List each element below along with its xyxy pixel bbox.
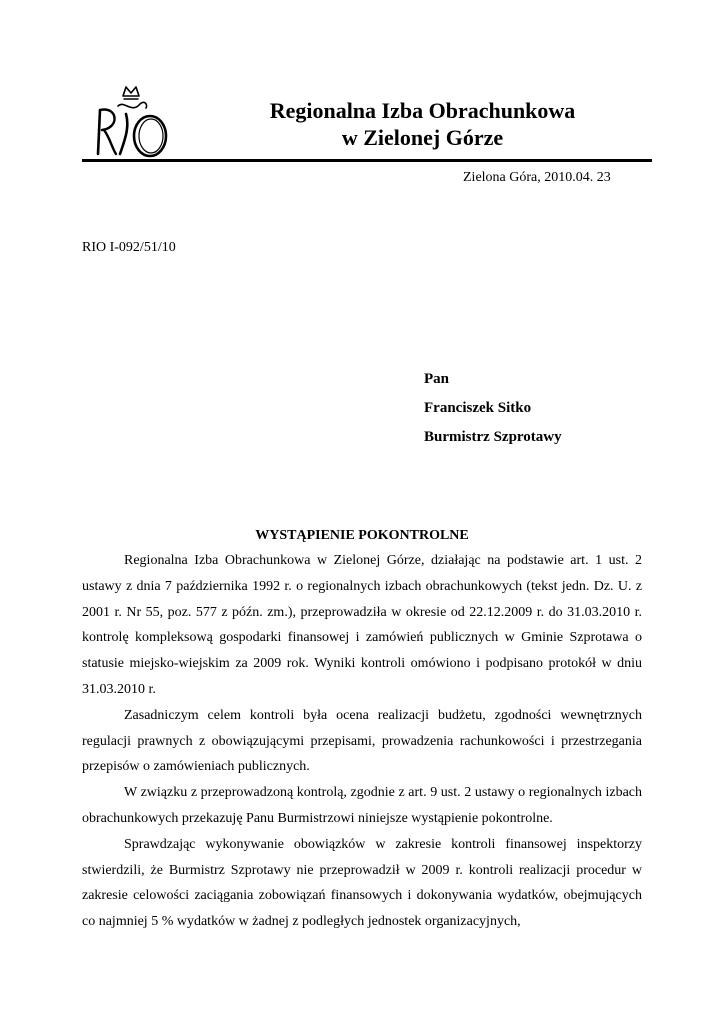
rio-logo bbox=[90, 84, 174, 160]
body-paragraph: Zasadniczym celem kontroli była ocena realizacji budżetu, zgodności wewnętrznych regulacji prawnych z obowiązującymi przepisami, prowadzenia rachunkowości i przestrzegania przepisów o zamówieniach publicznych. bbox=[82, 707, 642, 775]
addressee-salutation: Pan bbox=[424, 371, 450, 387]
date-line: Zielona Góra, 2010.04. 23 bbox=[463, 170, 611, 185]
institution-title-line1: Regionalna Izba Obrachunkowa bbox=[269, 98, 576, 123]
body-paragraph: Regionalna Izba Obrachunkowa w Zielonej Górze, działając na podstawie art. 1 ust. 2 ustawy z dnia 7 października 1992 r. o regionalnych izbach obrachunkowych (tekst jedn. Dz. U. z 2001 r. Nr 55, poz. 577 z późn. zm.), przeprowadziła w okresie od 22.12.2009 r. do 31.03.2010 r. kontrolę kompleksową gospodarki finansowej i zamówień publicznych w Gminie Szprotawa o statusie miejsko-wiejskim za 2009 rok. Wyniki kontroli omówiono i podpisano protokół w dniu 31.03.2010 r. bbox=[82, 553, 642, 697]
document-body bbox=[82, 548, 642, 935]
institution-title bbox=[230, 97, 615, 151]
addressee-name: Franciszek Sitko bbox=[424, 400, 532, 416]
body-paragraph: W związku z przeprowadzoną kontrolą, zgodnie z art. 9 ust. 2 ustawy o regionalnych izbach obrachunkowych przekazuję Panu Burmistrzowi niniejsze wystąpienie pokontrolne. bbox=[82, 785, 642, 826]
institution-title-line2: w Zielonej Górze bbox=[341, 125, 504, 150]
addressee-block bbox=[424, 365, 562, 452]
document-heading: WYSTĄPIENIE POKONTROLNE bbox=[255, 528, 469, 543]
reference-number: RIO I-092/51/10 bbox=[82, 240, 176, 255]
addressee-position: Burmistrz Szprotawy bbox=[424, 429, 562, 445]
body-paragraph: Sprawdzając wykonywanie obowiązków w zakresie kontroli finansowej inspektorzy stwierdzili, że Burmistrz Szprotawy nie przeprowadził w 2009 r. kontroli realizacji procedur w zakresie celowości zaciągania zobowiązań finansowych i dokonywania wydatków, obejmujących co najmniej 5 % wydatków w żadnej z podległych jednostek organizacyjnych, bbox=[82, 836, 642, 930]
letterhead-divider bbox=[82, 159, 652, 162]
